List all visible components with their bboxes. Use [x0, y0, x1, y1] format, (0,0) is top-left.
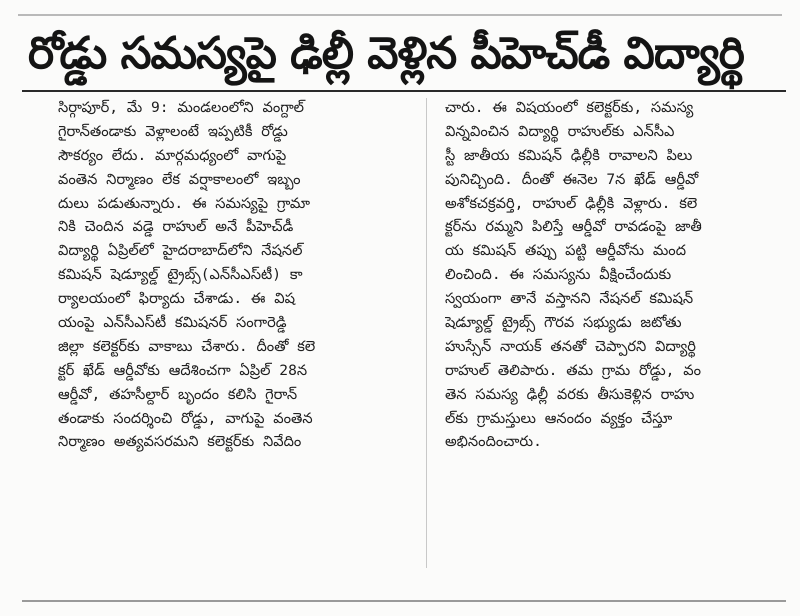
body-line: రాహుల్ తెలిపారు. తమ గ్రామ రోడ్డు, వం [445, 361, 701, 379]
body-line: దులు పడుతున్నారు. ఈ సమస్యపై గ్రామా [58, 194, 310, 212]
body-line: గైరాన్‌తండాకు వెళ్లాలంటే ఇప్పటికీ రోడ్డు [58, 122, 288, 140]
body-line: సౌకర్యం లేదు. మార్గమధ్యంలో వాగుపై [58, 146, 287, 164]
headline-rule [22, 90, 786, 92]
body-line: ఆర్డీవో, తహసీల్దార్ బృందం కలిసి గైరాన్ [58, 385, 298, 403]
body-line: విన్నవించిన విద్యార్థి రాహుల్‌కు ఎన్‌సీఎ [445, 122, 675, 140]
body-line: పునిచ్చింది. దీంతో ఈనెల 7న ఖేడ్ ఆర్డీవో [445, 170, 699, 188]
body-line: తండాకు సందర్శించి రోడ్డు, వాగుపై వంతెన [58, 409, 313, 427]
body-line: క్టర్ ఖేడ్ ఆర్డీవోకు ఆదేశించగా ఏప్రిల్ 28న [58, 361, 308, 379]
body-line: ల్‌కు గ్రామస్తులు ఆనందం వ్యక్తం చేస్తూ [445, 409, 673, 427]
body-line: కమిషన్ షెడ్యూల్డ్ ట్రైబ్స్(ఎన్‌సీఎస్‌టీ) కా [58, 266, 303, 284]
body-line: తెన సమస్య ఢిల్లీ వరకు తీసుకెళ్లిన రాహు [445, 385, 695, 403]
body-line: సిర్గాపూర్, మే 9: మండలంలోని వంగ్దాల్ [58, 99, 305, 116]
body-line: అశోకచక్రవర్తి, రాహుల్ ఢిల్లీకి వెళ్లారు. కలె [445, 194, 698, 212]
body-line: జిల్లా కలెక్టర్‌కు వాకాబు చేశారు. దీంతో కలె [58, 337, 316, 355]
body-line: ర్యాలయంలో ఫిర్యాదు చేశాడు. ఈ విష [58, 290, 296, 308]
body-line: నికి చెందిన వడ్డె రాహుల్ అనే పీహెచ్‌డీ [58, 218, 294, 236]
column-gutter [426, 98, 427, 568]
body-line: స్టీ జాతీయ కమిషన్ ఢిల్లీకి రావాలని పిలు [445, 146, 693, 164]
body-line: య కమిషన్ తప్పు పట్టి ఆర్డీవోను మంద [445, 242, 687, 260]
bottom-border [22, 600, 786, 602]
body-line: అభినందించారు. [445, 433, 542, 451]
body-line: విద్యార్థి ఏప్రిల్‌లో హైదరాబాద్‌లోని నేషనల్ [58, 242, 303, 260]
body-line: లించింది. ఈ సమస్యను వీక్షించేందుకు [445, 266, 672, 284]
body-line: షెడ్యూల్డ్ ట్రైబ్స్ గౌరవ సభ్యుడు జటోతు [445, 314, 682, 332]
right-column [445, 96, 795, 586]
body-line: యంపై ఎన్‌సీఎస్‌టీ కమిషనర్ సంగారెడ్డి [58, 314, 287, 332]
body-line: వంతెన నిర్మాణం లేక వర్షాకాలంలో ఇబ్బం [58, 170, 301, 188]
left-column [58, 96, 408, 586]
body-line: స్వయంగా తానే వస్తానని నేషనల్ కమిషన్ [445, 290, 694, 308]
body-line: నిర్మాణం అత్యవసరమని కలెక్టర్‌కు నివేదిం [58, 433, 302, 451]
top-border [18, 14, 782, 16]
body-line: క్టర్‌ను రమ్మని పిలిస్తే ఆర్డీవో రావడంపై జాతీ [445, 218, 702, 236]
body-line: చారు. ఈ విషయంలో కలెక్టర్‌కు, సమస్య [445, 99, 694, 116]
body-line: హుస్సేన్ నాయక్ తనతో చెప్పారని విద్యార్థి [445, 337, 696, 355]
headline: రోడ్డు సమస్యపై ఢిల్లీ వెళ్లిన పీహెచ్‌డీ విద్యార్థి [28, 28, 744, 79]
